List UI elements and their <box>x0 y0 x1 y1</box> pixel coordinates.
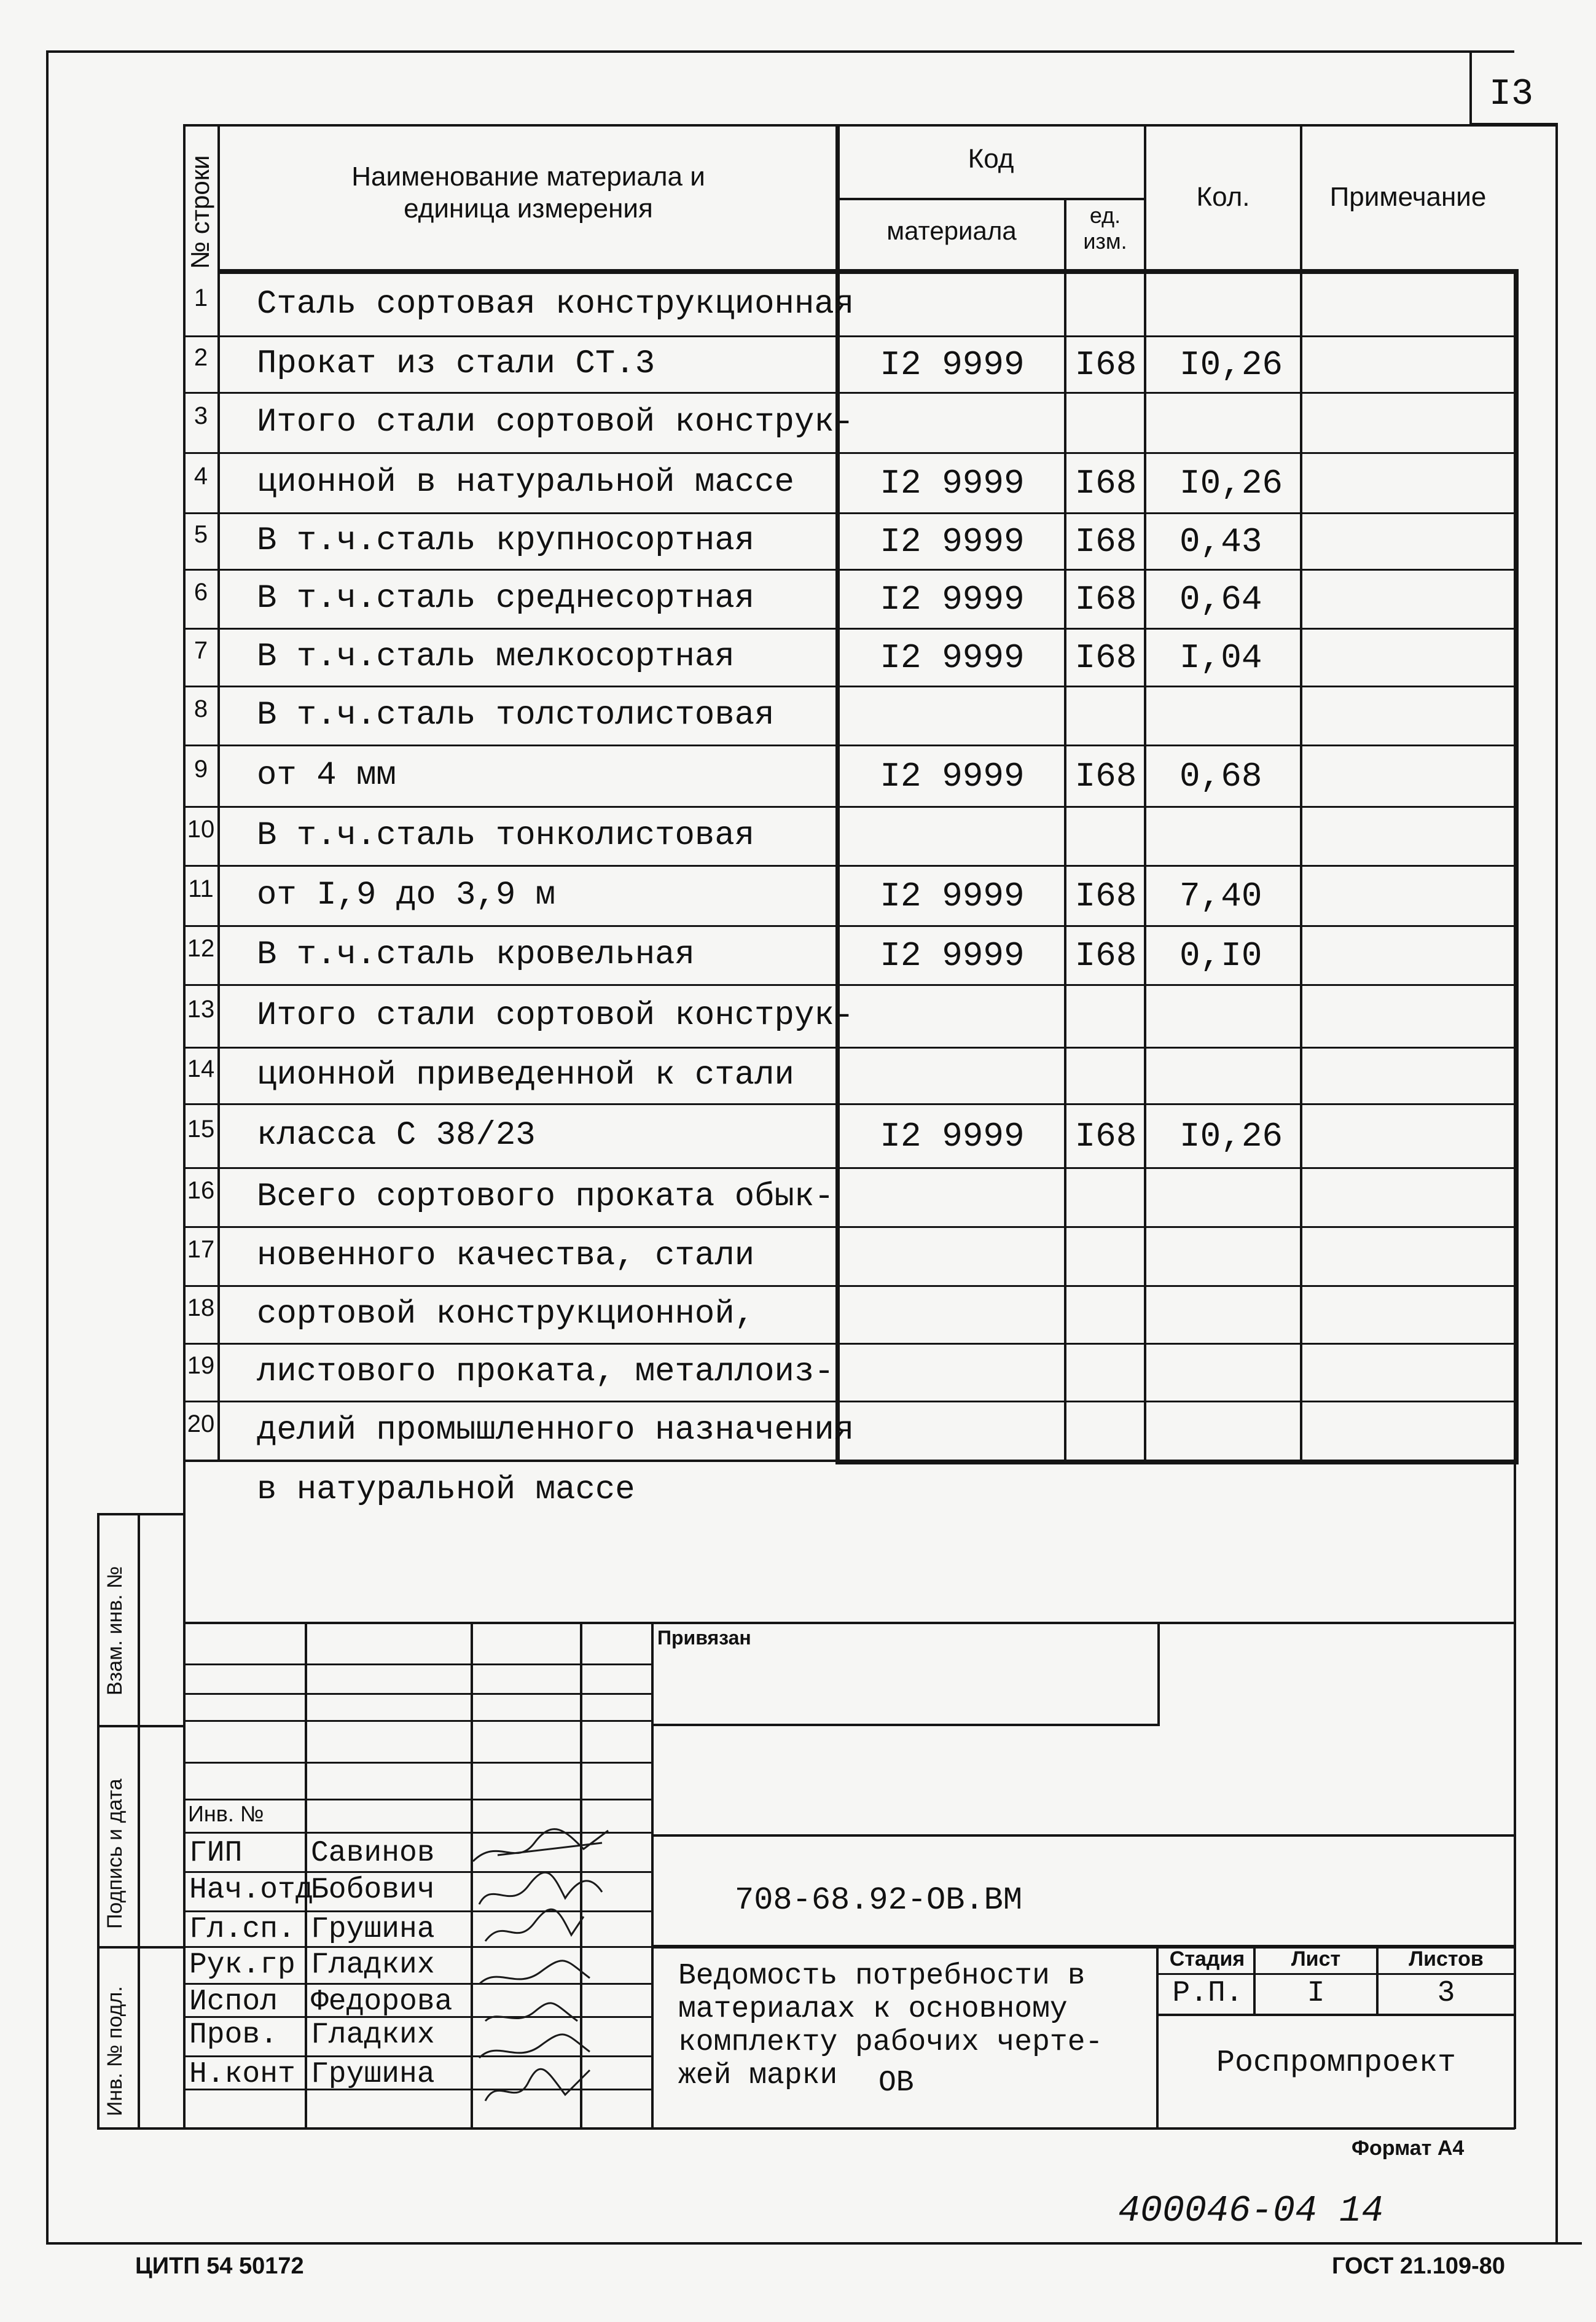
table-row-line <box>183 1401 1515 1402</box>
row-number: 16 <box>187 1177 215 1204</box>
person-name: Грушина <box>311 2058 435 2091</box>
row-material-code: I2 9999 <box>880 877 1025 916</box>
tb-row <box>183 1693 654 1695</box>
sheet-value: I <box>1307 1977 1325 2010</box>
header-code: Код <box>968 144 1014 174</box>
header-material: материала <box>886 216 1017 245</box>
table-row-line <box>183 1226 1515 1228</box>
org-name: Роспромпроект <box>1216 2046 1457 2081</box>
tb-top <box>183 1622 1515 1624</box>
doc-mark: ОВ <box>878 2066 914 2100</box>
row-unit-code: I68 <box>1074 580 1137 619</box>
row-text: Сталь сортовая конструкционная <box>257 286 855 323</box>
row-text: В т.ч.сталь толстолистовая <box>257 697 775 734</box>
person-role: Пров. <box>189 2019 278 2052</box>
frame-right <box>1555 124 1558 2243</box>
row-quantity: 0,64 <box>1179 580 1262 619</box>
row-number: 13 <box>187 996 215 1023</box>
row-unit-code: I68 <box>1074 757 1137 796</box>
row-text: В т.ч.сталь среднесортная <box>257 580 755 617</box>
table-row-line <box>183 1343 1515 1345</box>
header-unit-1: ед. <box>1089 203 1121 228</box>
tb-row <box>183 1799 654 1800</box>
signatures <box>461 1824 657 2125</box>
row-number: 11 <box>188 875 214 902</box>
tb-row <box>183 1720 654 1722</box>
row-quantity: 0,68 <box>1179 757 1262 796</box>
person-name: Гладких <box>311 1949 435 1982</box>
row-text: делий промышленного назначения <box>257 1412 855 1449</box>
stage-value: Р.П. <box>1172 1977 1243 2010</box>
table-row-line <box>183 335 1515 337</box>
person-name: Грушина <box>311 1913 435 1946</box>
table-row-line <box>183 925 1515 927</box>
person-role: Испол <box>189 1985 278 2019</box>
person-name: Бобович <box>311 1874 435 1907</box>
row-number: 3 <box>194 402 208 429</box>
person-role: Н.конт <box>189 2058 295 2091</box>
row-text: Итого стали сортовой конструк- <box>257 997 855 1034</box>
row-number: 7 <box>194 637 208 664</box>
header-note: Примечание <box>1329 182 1487 212</box>
header-bottom <box>217 269 1519 274</box>
table-header-top <box>183 124 1555 127</box>
row-number: 19 <box>187 1352 215 1379</box>
header-name: Наименование материала и единица измерения <box>351 162 705 224</box>
row-unit-code: I68 <box>1074 877 1137 916</box>
table-row-line <box>183 1047 1515 1049</box>
header-row-no: № строки <box>186 155 214 269</box>
table-row-line <box>183 1167 1515 1169</box>
table-row-line <box>183 569 1515 571</box>
code-split <box>835 198 1144 200</box>
bottom-right-standard: ГОСТ 21.109-80 <box>1332 2253 1506 2279</box>
sheets-label: Листов <box>1409 1947 1484 1971</box>
row-unit-code: I68 <box>1074 464 1137 503</box>
doc-title-3: комплекту рабочих черте- <box>678 2026 1103 2059</box>
row-number: 18 <box>187 1294 215 1321</box>
row-text: Прокат из стали СТ.3 <box>257 345 655 383</box>
person-role: Рук.гр <box>189 1949 295 1982</box>
row-number: 15 <box>187 1116 215 1143</box>
row-text: от 4 мм <box>257 757 396 794</box>
tb-row <box>183 1663 654 1665</box>
row-number: 14 <box>187 1055 215 1082</box>
row-text: новенного качества, стали <box>257 1237 755 1275</box>
page-number: I3 <box>1488 74 1533 115</box>
signature-7 <box>485 2069 590 2101</box>
tb-privyazan-sep <box>1157 1622 1160 1726</box>
table-row-line <box>183 745 1515 746</box>
row-number: 9 <box>194 756 208 783</box>
row-number: 6 <box>194 579 208 606</box>
privyazan-label: Привязан <box>657 1627 751 1649</box>
row-number: 8 <box>194 695 208 722</box>
frame-left <box>46 50 49 2243</box>
row-material-code: I2 9999 <box>880 757 1025 796</box>
format-label: Формат А4 <box>1352 2136 1465 2160</box>
row-material-code: I2 9999 <box>880 1117 1025 1156</box>
row-number: 1 <box>194 284 208 311</box>
table-row-line <box>183 1103 1515 1105</box>
tb-stage-header <box>1156 1973 1515 1975</box>
margin-sep-1 <box>97 1725 183 1727</box>
margin-podpis: Подпись и дата <box>103 1778 127 1929</box>
row-quantity: I0,26 <box>1179 345 1283 385</box>
frame-bottom <box>46 2242 1582 2245</box>
signature-6 <box>479 2035 590 2058</box>
tb-title-sep <box>1156 1945 1159 2129</box>
bottom-left-code: ЦИТП 54 50172 <box>135 2253 304 2279</box>
row-unit-code: I68 <box>1074 936 1137 975</box>
margin-outer <box>97 1514 100 2128</box>
person-name: Савинов <box>311 1837 435 1870</box>
table-row-line <box>183 392 1515 394</box>
person-name: Федорова <box>311 1985 453 2019</box>
row-material-code: I2 9999 <box>880 936 1025 975</box>
margin-bottom <box>97 2127 183 2130</box>
row-text: ционной в натуральной массе <box>257 464 794 501</box>
signature-3 <box>485 1909 584 1941</box>
row-quantity: I0,26 <box>1179 1117 1283 1156</box>
row-text: сортовой конструкционной, <box>257 1296 755 1333</box>
signature-5 <box>485 2003 577 2021</box>
row-unit-code: I68 <box>1074 522 1137 561</box>
col-sep-unit <box>1064 198 1066 1461</box>
row-text: от I,9 до 3,9 м <box>257 877 556 914</box>
row-quantity: 0,I0 <box>1179 936 1262 975</box>
row-number: 17 <box>187 1236 215 1263</box>
row-unit-code: I68 <box>1074 345 1137 385</box>
row-number: 2 <box>194 344 208 371</box>
row-material-code: I2 9999 <box>880 580 1025 619</box>
margin-inner <box>138 1514 140 2128</box>
row-quantity: I,04 <box>1179 638 1262 678</box>
table-row-line <box>183 686 1515 687</box>
inv-no-label: Инв. № <box>188 1801 264 1826</box>
sheet-label: Лист <box>1291 1947 1341 1971</box>
doc-title-2: материалах к основному <box>678 1993 1068 2026</box>
row-material-code: I2 9999 <box>880 522 1025 561</box>
table-row-line <box>183 806 1515 808</box>
row-text: В т.ч.сталь тонколистовая <box>257 817 755 854</box>
tb-right <box>1514 1461 1516 2129</box>
table-row-line <box>183 865 1515 867</box>
table-row-line <box>183 512 1515 514</box>
margin-inv-podl: Инв. № подл. <box>103 1986 127 2116</box>
row-text: В т.ч.сталь кровельная <box>257 936 695 974</box>
row-quantity: 7,40 <box>1179 877 1262 916</box>
doc-title-4: жей марки <box>678 2059 838 2092</box>
row-text: листового проката, металлоиз- <box>257 1353 834 1391</box>
person-role: Гл.сп. <box>189 1913 295 1946</box>
row-quantity: I0,26 <box>1179 464 1283 503</box>
tb-stage-values <box>1156 2014 1515 2016</box>
row-text: Итого стали сортовой конструк- <box>257 404 855 441</box>
sheets-value: 3 <box>1437 1977 1455 2010</box>
doc-title-1: Ведомость потребности в <box>678 1960 1086 1993</box>
row-number: 5 <box>194 521 208 548</box>
tb-code-top <box>651 1834 1515 1837</box>
table-row-line <box>183 1285 1515 1287</box>
row-unit-code: I68 <box>1074 638 1137 678</box>
col-right-bold <box>1514 270 1519 1463</box>
table-row-line <box>183 984 1515 986</box>
person-role: Нач.отд <box>189 1874 313 1907</box>
margin-vzam: Взам. инв. № <box>103 1566 127 1695</box>
row-text: Всего сортового проката обык- <box>257 1178 834 1216</box>
handwritten-number: 400046-04 14 <box>1118 2191 1384 2232</box>
row-text: ционной приведенной к стали <box>257 1057 794 1094</box>
tb-bottom <box>183 2127 1515 2130</box>
doc-code: 708-68.92-ОВ.ВМ <box>735 1882 1023 1918</box>
person-role: ГИП <box>189 1837 243 1870</box>
row-number: 10 <box>187 816 215 843</box>
continuation-text: в натуральной массе <box>257 1471 635 1509</box>
page-box-left <box>1469 50 1472 124</box>
row-text: В т.ч.сталь крупносортная <box>257 522 755 560</box>
header-unit-2: изм. <box>1083 229 1127 254</box>
tb-row <box>183 1762 654 1764</box>
row-material-code: I2 9999 <box>880 345 1025 385</box>
signature-2 <box>479 1872 602 1904</box>
margin-sep-2 <box>97 1946 183 1949</box>
table-row-line <box>183 452 1515 454</box>
row-number: 4 <box>194 463 208 490</box>
signature-1 <box>473 1829 608 1861</box>
row-number: 20 <box>187 1410 215 1437</box>
row-number: 12 <box>187 935 215 962</box>
stage-label: Стадия <box>1169 1947 1245 1971</box>
row-text: класса С 38/23 <box>257 1117 536 1154</box>
header-qty: Кол. <box>1196 182 1250 212</box>
table-bottom-left <box>183 1460 835 1462</box>
row-material-code: I2 9999 <box>880 464 1025 503</box>
frame-top <box>46 50 1514 53</box>
row-material-code: I2 9999 <box>880 638 1025 678</box>
margin-top <box>97 1513 183 1515</box>
row-unit-code: I68 <box>1074 1117 1137 1156</box>
signature-4 <box>479 1961 590 1984</box>
tb-privyazan-bottom <box>651 1724 1157 1726</box>
row-quantity: 0,43 <box>1179 522 1262 561</box>
person-name: Гладких <box>311 2019 435 2052</box>
table-row-line <box>183 628 1515 630</box>
tb-left <box>183 1461 186 2128</box>
row-text: В т.ч.сталь мелкосортная <box>257 638 735 676</box>
table-bottom-bold <box>835 1460 1519 1464</box>
col-sep-num <box>217 124 220 1460</box>
